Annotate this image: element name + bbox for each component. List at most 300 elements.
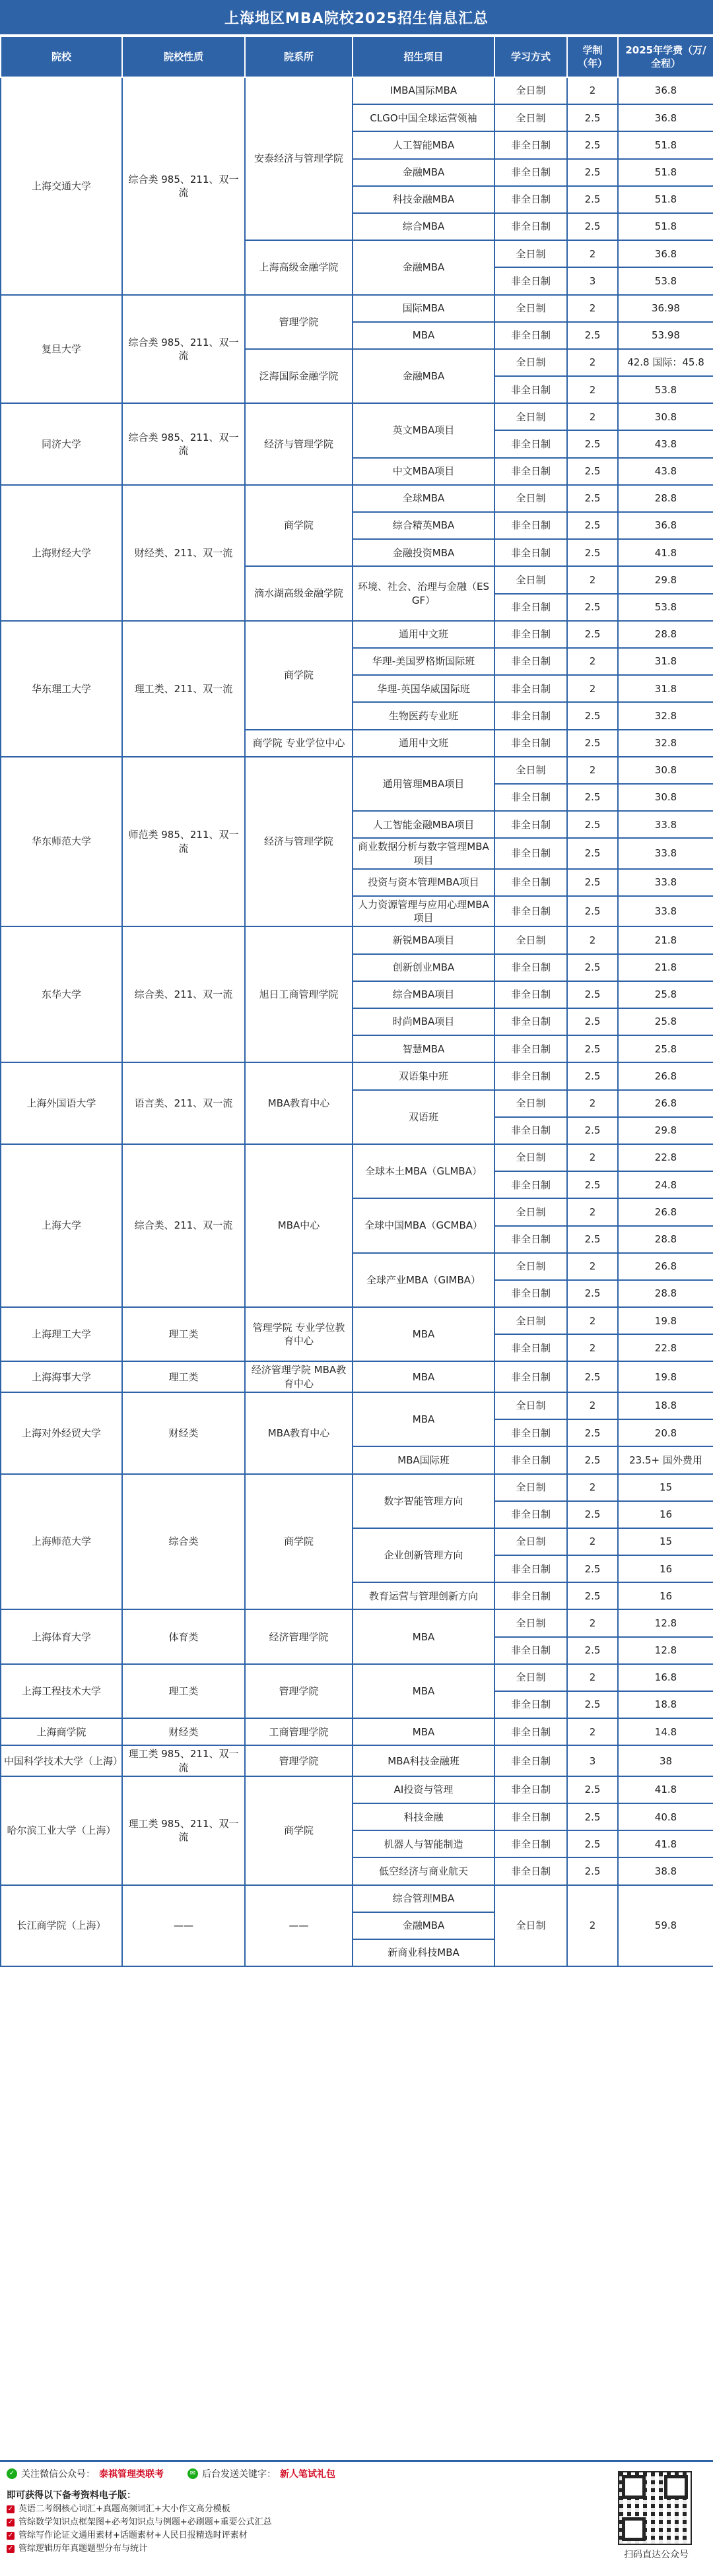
cell-department: 滴水湖高级金融学院 bbox=[245, 566, 353, 620]
cell-duration: 2 bbox=[567, 1253, 618, 1280]
table-body bbox=[1, 77, 713, 1966]
cell-study-mode: 全日制 bbox=[494, 1090, 567, 1117]
cell-study-mode: 全日制 bbox=[494, 1885, 567, 1967]
cell-study-mode: 非全日制 bbox=[494, 730, 567, 757]
cell-department: MBA教育中心 bbox=[245, 1062, 353, 1144]
cell-study-mode: 全日制 bbox=[494, 1392, 567, 1419]
cell-program: 金融MBA bbox=[353, 240, 494, 294]
cell-tuition: 33.8 bbox=[618, 896, 713, 927]
cell-school-type: 综合类 bbox=[122, 1474, 245, 1610]
cell-study-mode: 非全日制 bbox=[494, 1830, 567, 1857]
cell-school: 上海外国语大学 bbox=[1, 1062, 122, 1144]
cell-study-mode: 非全日制 bbox=[494, 1361, 567, 1392]
cell-tuition: 15 bbox=[618, 1474, 713, 1501]
cell-duration: 2 bbox=[567, 403, 618, 430]
cell-tuition: 36.8 bbox=[618, 104, 713, 131]
cell-program: IMBA国际MBA bbox=[353, 77, 494, 104]
cell-duration: 2.5 bbox=[567, 1117, 618, 1144]
cell-school-type: 理工类 bbox=[122, 1307, 245, 1361]
cell-study-mode: 非全日制 bbox=[494, 869, 567, 896]
cell-tuition: 40.8 bbox=[618, 1803, 713, 1830]
cell-study-mode: 非全日制 bbox=[494, 458, 567, 485]
cell-duration: 2.5 bbox=[567, 213, 618, 240]
cell-study-mode: 非全日制 bbox=[494, 322, 567, 349]
cell-duration: 2.5 bbox=[567, 1691, 618, 1718]
cell-tuition: 22.8 bbox=[618, 1334, 713, 1361]
cell-study-mode: 全日制 bbox=[494, 757, 567, 784]
cell-program: MBA bbox=[353, 1609, 494, 1663]
cell-study-mode: 非全日制 bbox=[494, 1419, 567, 1446]
cell-department: 安泰经济与管理学院 bbox=[245, 77, 353, 240]
cell-school-type: 综合类 985、211、双一流 bbox=[122, 295, 245, 404]
materials-head: 即可获得以下备考资料电子版： bbox=[7, 2490, 136, 2501]
cell-program: 人工智能MBA bbox=[353, 131, 494, 158]
cell-school: 东华大学 bbox=[1, 926, 122, 1062]
cell-tuition: 24.8 bbox=[618, 1171, 713, 1198]
cell-program: 通用中文班 bbox=[353, 621, 494, 648]
cell-study-mode: 全日制 bbox=[494, 1307, 567, 1334]
table-row bbox=[1, 1664, 713, 1691]
cell-tuition: 33.8 bbox=[618, 811, 713, 838]
cell-duration: 2 bbox=[567, 1090, 618, 1117]
checkbox-icon: ✓ bbox=[7, 2519, 14, 2526]
cell-school-type: 体育类 bbox=[122, 1609, 245, 1663]
cell-tuition: 41.8 bbox=[618, 539, 713, 566]
cell-program: MBA bbox=[353, 1718, 494, 1745]
cell-duration: 2.5 bbox=[567, 131, 618, 158]
cell-tuition: 51.8 bbox=[618, 213, 713, 240]
cell-study-mode: 非全日制 bbox=[494, 186, 567, 213]
cell-duration: 2.5 bbox=[567, 1171, 618, 1198]
materials-list bbox=[7, 2503, 272, 2556]
cell-study-mode: 全日制 bbox=[494, 1664, 567, 1691]
cell-study-mode: 全日制 bbox=[494, 926, 567, 953]
cell-duration: 2 bbox=[567, 675, 618, 702]
cell-tuition: 16.8 bbox=[618, 1664, 713, 1691]
cell-tuition: 26.8 bbox=[618, 1198, 713, 1225]
header-type: 院校性质 bbox=[122, 36, 245, 77]
cell-department: 商学院 bbox=[245, 1776, 353, 1885]
cell-tuition: 30.8 bbox=[618, 403, 713, 430]
cell-study-mode: 非全日制 bbox=[494, 838, 567, 869]
cell-tuition: 26.8 bbox=[618, 1090, 713, 1117]
cell-program: 通用管理MBA项目 bbox=[353, 757, 494, 811]
cell-duration: 2 bbox=[567, 1392, 618, 1419]
table-row bbox=[1, 1307, 713, 1334]
cell-tuition: 51.8 bbox=[618, 131, 713, 158]
cell-program: 金融MBA bbox=[353, 1912, 494, 1939]
cell-tuition: 53.8 bbox=[618, 376, 713, 403]
cell-duration: 2.5 bbox=[567, 896, 618, 927]
cell-tuition: 33.8 bbox=[618, 869, 713, 896]
cell-school: 华东理工大学 bbox=[1, 621, 122, 757]
cell-program: 数字智能管理方向 bbox=[353, 1474, 494, 1528]
mba-table bbox=[0, 36, 713, 1967]
cell-study-mode: 全日制 bbox=[494, 1474, 567, 1501]
cell-duration: 2.5 bbox=[567, 1280, 618, 1307]
cell-department: 商学院 专业学位中心 bbox=[245, 730, 353, 757]
cell-duration: 2 bbox=[567, 295, 618, 322]
cell-duration: 2 bbox=[567, 349, 618, 376]
cell-duration: 2.5 bbox=[567, 159, 618, 186]
cell-program: 时尚MBA项目 bbox=[353, 1008, 494, 1035]
cell-study-mode: 非全日制 bbox=[494, 784, 567, 811]
cell-duration: 2.5 bbox=[567, 1226, 618, 1253]
cell-school-type: 语言类、211、双一流 bbox=[122, 1062, 245, 1144]
cell-school: 上海师范大学 bbox=[1, 1474, 122, 1610]
cell-school: 上海体育大学 bbox=[1, 1609, 122, 1663]
account-name: 泰祺管理类联考 bbox=[99, 2469, 164, 2480]
checkbox-icon: ✓ bbox=[7, 2545, 14, 2552]
cell-program: 教育运营与管理创新方向 bbox=[353, 1582, 494, 1609]
cell-study-mode: 全日制 bbox=[494, 104, 567, 131]
cell-duration: 2.5 bbox=[567, 1582, 618, 1609]
cell-duration: 2 bbox=[567, 1718, 618, 1745]
cell-tuition: 22.8 bbox=[618, 1144, 713, 1171]
cell-study-mode: 全日制 bbox=[494, 1528, 567, 1555]
cell-study-mode: 非全日制 bbox=[494, 1501, 567, 1528]
cell-school: 中国科学技术大学（上海） bbox=[1, 1745, 122, 1776]
cell-department: 商学院 bbox=[245, 1474, 353, 1610]
cell-study-mode: 全日制 bbox=[494, 240, 567, 267]
cell-study-mode: 非全日制 bbox=[494, 1555, 567, 1582]
table-row bbox=[1, 77, 713, 104]
cell-department: 管理学院 bbox=[245, 1664, 353, 1718]
cell-duration: 3 bbox=[567, 267, 618, 294]
cell-tuition: 15 bbox=[618, 1528, 713, 1555]
cell-program: 科技金融MBA bbox=[353, 186, 494, 213]
cell-school-type: 财经类 bbox=[122, 1718, 245, 1745]
keyword: 新人笔试礼包 bbox=[280, 2469, 335, 2480]
table-row bbox=[1, 1392, 713, 1419]
cell-program: 金融MBA bbox=[353, 349, 494, 403]
cell-department: 管理学院 bbox=[245, 1745, 353, 1776]
cell-duration: 2.5 bbox=[567, 1637, 618, 1664]
cell-duration: 2.5 bbox=[567, 430, 618, 457]
cell-tuition: 20.8 bbox=[618, 1419, 713, 1446]
table-row bbox=[1, 403, 713, 430]
cell-duration: 2 bbox=[567, 1474, 618, 1501]
cell-tuition: 36.8 bbox=[618, 77, 713, 104]
cell-study-mode: 非全日制 bbox=[494, 159, 567, 186]
cell-duration: 2.5 bbox=[567, 322, 618, 349]
cell-study-mode: 非全日制 bbox=[494, 1691, 567, 1718]
cell-duration: 2 bbox=[567, 1664, 618, 1691]
table-row bbox=[1, 1745, 713, 1776]
cell-program: 生物医药专业班 bbox=[353, 702, 494, 729]
cell-duration: 2.5 bbox=[567, 621, 618, 648]
cell-program: MBA bbox=[353, 1361, 494, 1392]
cell-tuition: 38.8 bbox=[618, 1857, 713, 1884]
cell-tuition: 21.8 bbox=[618, 954, 713, 981]
header-department: 院系所 bbox=[245, 36, 353, 77]
cell-program: 科技金融 bbox=[353, 1803, 494, 1830]
cell-study-mode: 非全日制 bbox=[494, 981, 567, 1008]
cell-study-mode: 非全日制 bbox=[494, 1280, 567, 1307]
cell-duration: 2 bbox=[567, 1144, 618, 1171]
cell-duration: 2.5 bbox=[567, 1446, 618, 1473]
table-row bbox=[1, 1885, 713, 1912]
cell-duration: 2.5 bbox=[567, 1501, 618, 1528]
cell-tuition: 28.8 bbox=[618, 485, 713, 512]
cell-program: 全球本土MBA（GLMBA） bbox=[353, 1144, 494, 1198]
cell-tuition: 12.8 bbox=[618, 1637, 713, 1664]
cell-tuition: 32.8 bbox=[618, 730, 713, 757]
cell-program: 国际MBA bbox=[353, 295, 494, 322]
cell-study-mode: 非全日制 bbox=[494, 675, 567, 702]
cell-department: 经济与管理学院 bbox=[245, 403, 353, 485]
qr-caption: 扫码直达公众号 bbox=[624, 2550, 689, 2560]
cell-school: 上海工程技术大学 bbox=[1, 1664, 122, 1718]
cell-tuition: 51.8 bbox=[618, 186, 713, 213]
cell-study-mode: 非全日制 bbox=[494, 954, 567, 981]
cell-department: 泛海国际金融学院 bbox=[245, 349, 353, 403]
cell-program: 人工智能金融MBA项目 bbox=[353, 811, 494, 838]
cell-program: MBA bbox=[353, 1664, 494, 1718]
cell-duration: 2 bbox=[567, 1528, 618, 1555]
cell-tuition: 41.8 bbox=[618, 1830, 713, 1857]
cell-study-mode: 非全日制 bbox=[494, 702, 567, 729]
cell-study-mode: 非全日制 bbox=[494, 1803, 567, 1830]
cell-school: 长江商学院（上海） bbox=[1, 1885, 122, 1967]
cell-study-mode: 全日制 bbox=[494, 295, 567, 322]
table-row bbox=[1, 1144, 713, 1171]
cell-tuition: 19.8 bbox=[618, 1361, 713, 1392]
cell-tuition: 16 bbox=[618, 1555, 713, 1582]
cell-tuition: 36.98 bbox=[618, 295, 713, 322]
cell-study-mode: 非全日制 bbox=[494, 1776, 567, 1803]
footer bbox=[0, 2460, 713, 2576]
cell-program: 华理-美国罗格斯国际班 bbox=[353, 648, 494, 675]
cell-tuition: 28.8 bbox=[618, 1280, 713, 1307]
cell-school: 华东师范大学 bbox=[1, 757, 122, 927]
header-mode: 学习方式 bbox=[494, 36, 567, 77]
table-row bbox=[1, 485, 713, 512]
cell-program: CLGO中国全球运营领袖 bbox=[353, 104, 494, 131]
cell-tuition: 25.8 bbox=[618, 1035, 713, 1062]
cell-duration: 2.5 bbox=[567, 1776, 618, 1803]
cell-program: 机器人与智能制造 bbox=[353, 1830, 494, 1857]
table-row bbox=[1, 1062, 713, 1089]
cell-department: MBA教育中心 bbox=[245, 1392, 353, 1474]
cell-department: MBA中心 bbox=[245, 1144, 353, 1307]
cell-study-mode: 非全日制 bbox=[494, 430, 567, 457]
cell-program: 新商业科技MBA bbox=[353, 1939, 494, 1966]
cell-duration: 2.5 bbox=[567, 104, 618, 131]
cell-program: 金融投资MBA bbox=[353, 539, 494, 566]
cell-duration: 2.5 bbox=[567, 784, 618, 811]
cell-tuition: 36.8 bbox=[618, 240, 713, 267]
cell-school-type: 理工类 985、211、双一流 bbox=[122, 1776, 245, 1885]
cell-duration: 2 bbox=[567, 1334, 618, 1361]
cell-duration: 2 bbox=[567, 1198, 618, 1225]
cell-program: 英文MBA项目 bbox=[353, 403, 494, 457]
cell-study-mode: 非全日制 bbox=[494, 1117, 567, 1144]
cell-duration: 2 bbox=[567, 1885, 618, 1967]
cell-school: 同济大学 bbox=[1, 403, 122, 485]
cell-duration: 2.5 bbox=[567, 512, 618, 539]
cell-study-mode: 非全日制 bbox=[494, 1582, 567, 1609]
qr-code[interactable] bbox=[618, 2471, 692, 2545]
cell-school: 上海对外经贸大学 bbox=[1, 1392, 122, 1474]
cell-program: 双语班 bbox=[353, 1090, 494, 1144]
cell-program: 中文MBA项目 bbox=[353, 458, 494, 485]
cell-program: 智慧MBA bbox=[353, 1035, 494, 1062]
table-row bbox=[1, 1776, 713, 1803]
cell-duration: 2.5 bbox=[567, 1555, 618, 1582]
cell-program: 人力资源管理与应用心理MBA项目 bbox=[353, 896, 494, 927]
cell-duration: 2.5 bbox=[567, 1361, 618, 1392]
cell-tuition: 23.5+ 国外费用 bbox=[618, 1446, 713, 1473]
cell-program: MBA国际班 bbox=[353, 1446, 494, 1473]
cell-duration: 2.5 bbox=[567, 954, 618, 981]
cell-program: 全球MBA bbox=[353, 485, 494, 512]
cell-program: 综合MBA项目 bbox=[353, 981, 494, 1008]
cell-tuition: 26.8 bbox=[618, 1062, 713, 1089]
cell-study-mode: 非全日制 bbox=[494, 267, 567, 294]
cell-study-mode: 非全日制 bbox=[494, 594, 567, 621]
cell-study-mode: 非全日制 bbox=[494, 512, 567, 539]
cell-tuition: 25.8 bbox=[618, 1008, 713, 1035]
cell-study-mode: 非全日制 bbox=[494, 131, 567, 158]
cell-school-type: 理工类 bbox=[122, 1664, 245, 1718]
cell-duration: 2 bbox=[567, 77, 618, 104]
cell-department: 管理学院 专业学位教育中心 bbox=[245, 1307, 353, 1361]
cell-school: 上海海事大学 bbox=[1, 1361, 122, 1392]
cell-duration: 2 bbox=[567, 1307, 618, 1334]
cell-program: 全球中国MBA（GCMBA） bbox=[353, 1198, 494, 1252]
cell-school-type: 理工类、211、双一流 bbox=[122, 621, 245, 757]
cell-school: 上海理工大学 bbox=[1, 1307, 122, 1361]
cell-program: MBA bbox=[353, 322, 494, 349]
cell-department: 经济管理学院 bbox=[245, 1609, 353, 1663]
cell-program: AI投资与管理 bbox=[353, 1776, 494, 1803]
cell-program: 低空经济与商业航天 bbox=[353, 1857, 494, 1884]
cell-tuition: 53.98 bbox=[618, 322, 713, 349]
cell-tuition: 33.8 bbox=[618, 838, 713, 869]
cell-study-mode: 非全日制 bbox=[494, 621, 567, 648]
cell-duration: 2 bbox=[567, 566, 618, 593]
table-row bbox=[1, 1609, 713, 1636]
cell-department: 商学院 bbox=[245, 621, 353, 730]
cell-tuition: 16 bbox=[618, 1582, 713, 1609]
cell-study-mode: 非全日制 bbox=[494, 539, 567, 566]
cell-tuition: 29.8 bbox=[618, 1117, 713, 1144]
cell-school-type: 理工类 bbox=[122, 1361, 245, 1392]
cell-duration: 2.5 bbox=[567, 1830, 618, 1857]
cell-school: 上海财经大学 bbox=[1, 485, 122, 621]
cell-school-type: 综合类 985、211、双一流 bbox=[122, 403, 245, 485]
cell-program: 全球产业MBA（GIMBA） bbox=[353, 1253, 494, 1307]
cell-study-mode: 全日制 bbox=[494, 566, 567, 593]
materials-item: ✓ 管综写作论证文通用素材+话题素材+人民日报精选时评素材 bbox=[7, 2530, 248, 2540]
cell-department: 经济管理学院 MBA教育中心 bbox=[245, 1361, 353, 1392]
cell-school: 上海商学院 bbox=[1, 1718, 122, 1745]
cell-duration: 2.5 bbox=[567, 702, 618, 729]
cell-study-mode: 非全日制 bbox=[494, 811, 567, 838]
cell-tuition: 53.8 bbox=[618, 594, 713, 621]
cell-department: 旭日工商管理学院 bbox=[245, 926, 353, 1062]
cell-tuition: 21.8 bbox=[618, 926, 713, 953]
cell-program: 华理-英国华威国际班 bbox=[353, 675, 494, 702]
cell-duration: 2.5 bbox=[567, 539, 618, 566]
cell-department: —— bbox=[245, 1885, 353, 1967]
cell-tuition: 43.8 bbox=[618, 430, 713, 457]
cell-tuition: 26.8 bbox=[618, 1253, 713, 1280]
cell-duration: 2.5 bbox=[567, 594, 618, 621]
cell-school: 哈尔滨工业大学（上海） bbox=[1, 1776, 122, 1885]
cell-program: 新锐MBA项目 bbox=[353, 926, 494, 953]
table-row bbox=[1, 1718, 713, 1745]
cell-study-mode: 非全日制 bbox=[494, 896, 567, 927]
cell-study-mode: 非全日制 bbox=[494, 1226, 567, 1253]
table-row bbox=[1, 1474, 713, 1501]
cell-tuition: 14.8 bbox=[618, 1718, 713, 1745]
cell-program: 综合精英MBA bbox=[353, 512, 494, 539]
cell-duration: 2.5 bbox=[567, 730, 618, 757]
cell-program: MBA bbox=[353, 1307, 494, 1361]
cell-study-mode: 全日制 bbox=[494, 485, 567, 512]
message-icon: ✉ bbox=[187, 2468, 198, 2479]
cell-tuition: 51.8 bbox=[618, 159, 713, 186]
cell-tuition: 30.8 bbox=[618, 784, 713, 811]
cell-study-mode: 全日制 bbox=[494, 77, 567, 104]
cell-study-mode: 非全日制 bbox=[494, 1718, 567, 1745]
cell-duration: 3 bbox=[567, 1745, 618, 1776]
cell-tuition: 30.8 bbox=[618, 757, 713, 784]
cell-tuition: 59.8 bbox=[618, 1885, 713, 1967]
cell-department: 商学院 bbox=[245, 485, 353, 567]
cell-duration: 2.5 bbox=[567, 981, 618, 1008]
cell-tuition: 36.8 bbox=[618, 512, 713, 539]
cell-study-mode: 全日制 bbox=[494, 1253, 567, 1280]
cell-study-mode: 非全日制 bbox=[494, 1035, 567, 1062]
cell-tuition: 16 bbox=[618, 1501, 713, 1528]
cell-school-type: 综合类 985、211、双一流 bbox=[122, 77, 245, 295]
cell-tuition: 19.8 bbox=[618, 1307, 713, 1334]
table-header bbox=[1, 36, 713, 77]
footer-follow-line bbox=[7, 2467, 335, 2480]
cell-study-mode: 非全日制 bbox=[494, 1334, 567, 1361]
cell-school-type: —— bbox=[122, 1885, 245, 1967]
checkbox-icon: ✓ bbox=[7, 2532, 14, 2539]
cell-school-type: 财经类、211、双一流 bbox=[122, 485, 245, 621]
cell-duration: 2.5 bbox=[567, 1419, 618, 1446]
cell-school-type: 综合类、211、双一流 bbox=[122, 926, 245, 1062]
cell-duration: 2 bbox=[567, 1609, 618, 1636]
cell-study-mode: 非全日制 bbox=[494, 1637, 567, 1664]
cell-study-mode: 非全日制 bbox=[494, 1745, 567, 1776]
cell-program: 创新创业MBA bbox=[353, 954, 494, 981]
cell-study-mode: 全日制 bbox=[494, 1144, 567, 1171]
header-school: 院校 bbox=[1, 36, 122, 77]
cell-duration: 2 bbox=[567, 648, 618, 675]
cell-study-mode: 非全日制 bbox=[494, 1171, 567, 1198]
cell-tuition: 38 bbox=[618, 1745, 713, 1776]
cell-duration: 2.5 bbox=[567, 838, 618, 869]
cell-program: 投资与资本管理MBA项目 bbox=[353, 869, 494, 896]
cell-school: 上海交通大学 bbox=[1, 77, 122, 295]
cell-tuition: 12.8 bbox=[618, 1609, 713, 1636]
cell-study-mode: 全日制 bbox=[494, 1198, 567, 1225]
header-tuition: 2025年学费（万/全程） bbox=[618, 36, 713, 77]
follow-label: 关注微信公众号： bbox=[21, 2469, 95, 2480]
cell-program: MBA bbox=[353, 1392, 494, 1446]
cell-study-mode: 非全日制 bbox=[494, 1062, 567, 1089]
cell-duration: 2.5 bbox=[567, 1035, 618, 1062]
cell-school-type: 综合类、211、双一流 bbox=[122, 1144, 245, 1307]
cell-study-mode: 非全日制 bbox=[494, 648, 567, 675]
